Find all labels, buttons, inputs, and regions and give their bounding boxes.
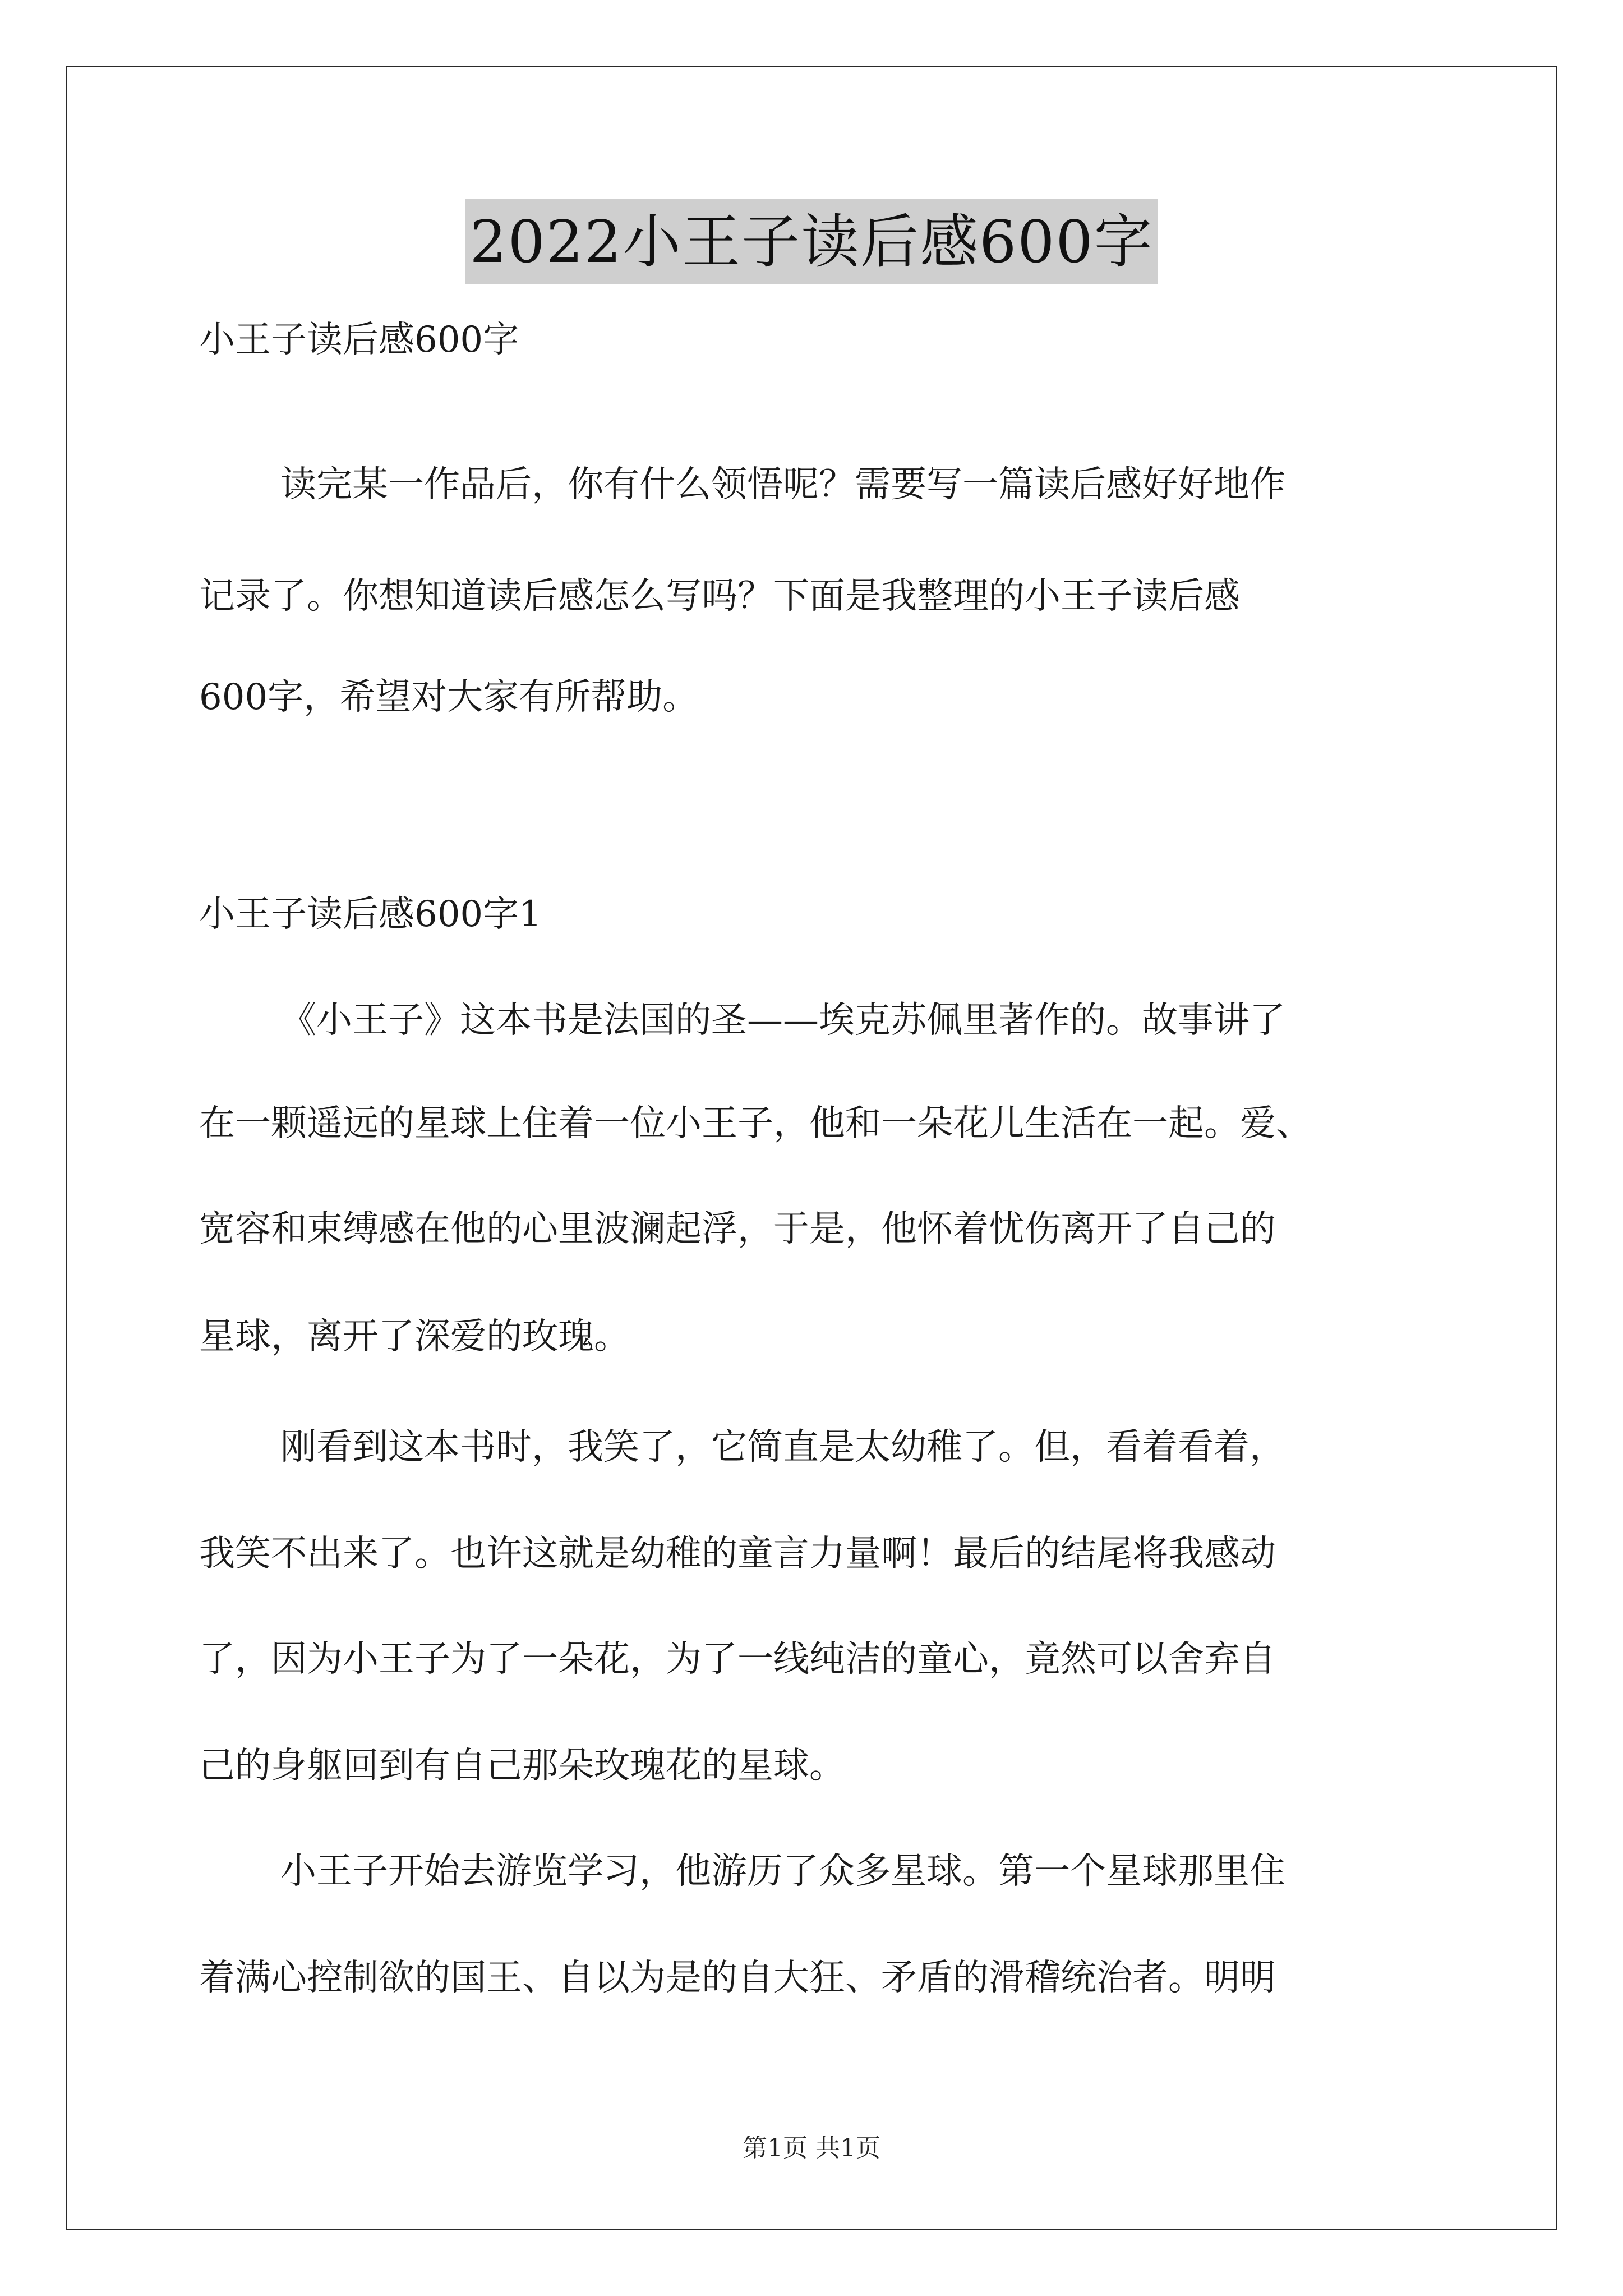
paragraph1-line-1: 《小王子》这本书是法国的圣——埃克苏佩里著作的。故事讲了 (280, 1000, 1285, 1041)
paragraph2-line-2: 我笑不出来了。也许这就是幼稚的童言力量啊！最后的结尾将我感动 (199, 1533, 1276, 1575)
intro-line-1: 读完某一作品后，你有什么领悟呢？需要写一篇读后感好好地作 (280, 464, 1285, 505)
paragraph2-line-1: 刚看到这本书时，我笑了，它简直是太幼稚了。但，看着看着， (280, 1427, 1285, 1468)
paragraph2-line-4: 己的身躯回到有自己那朵玫瑰花的星球。 (199, 1745, 845, 1787)
intro-line-3: 600字，希望对大家有所帮助。 (199, 677, 699, 718)
paragraph1-line-3: 宽容和束缚感在他的心里波澜起浮，于是，他怀着忧伤离开了自己的 (199, 1208, 1276, 1250)
document-subtitle: 小王子读后感600字 (199, 319, 519, 361)
paragraph3-line-1: 小王子开始去游览学习，他游历了众多星球。第一个星球那里住 (280, 1851, 1285, 1892)
paragraph2-line-3: 了，因为小王子为了一朵花，为了一线纯洁的童心，竟然可以舍弃自 (199, 1639, 1276, 1680)
paragraph1-line-4: 星球，离开了深爱的玫瑰。 (199, 1316, 630, 1358)
intro-line-2: 记录了。你想知道读后感怎么写吗？下面是我整理的小王子读后感 (199, 576, 1240, 617)
title-wrapper (0, 199, 1623, 284)
section-heading: 小王子读后感600字1 (199, 894, 542, 935)
paragraph1-line-2: 在一颗遥远的星球上住着一位小王子，他和一朵花儿生活在一起。爱、 (199, 1103, 1312, 1144)
paragraph3-line-2: 着满心控制欲的国王、自以为是的自大狂、矛盾的滑稽统治者。明明 (199, 1957, 1276, 1999)
page-border (66, 66, 1557, 2230)
document-title: 2022小王子读后感600字 (465, 199, 1158, 284)
page-footer: 第1页 共1页 (743, 2134, 880, 2162)
